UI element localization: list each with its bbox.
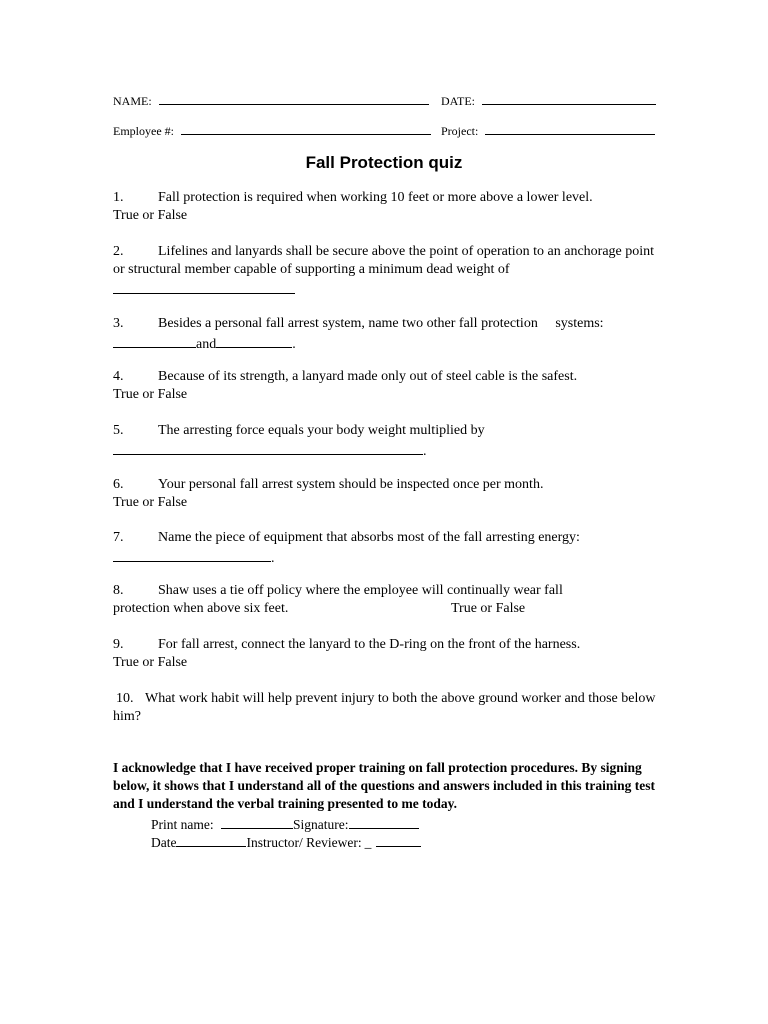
project-input-line[interactable] [485, 123, 655, 135]
question-text: For fall arrest, connect the lanyard to the D-ring on the front of the harness. [158, 637, 581, 652]
question-number: 7. [113, 530, 124, 545]
question-text: The arresting force equals your body weight multiplied by [158, 423, 485, 438]
question-text: Shaw uses a tie off policy where the employee will continually wear fall [158, 583, 563, 598]
quiz-title: Fall Protection quiz [305, 153, 463, 172]
project-label: Project: [441, 124, 479, 138]
instructor-filler: _ [364, 835, 372, 850]
question-3 [113, 315, 658, 354]
true-false-choice[interactable]: True or False [113, 655, 188, 670]
name-label: NAME: [113, 94, 152, 108]
date-field [441, 93, 656, 108]
question-6 [113, 476, 658, 512]
print-name-label: Print name: [151, 817, 214, 832]
true-false-choice[interactable]: True or False [113, 387, 188, 402]
question-number: 5. [113, 423, 124, 438]
question-number: 6. [113, 477, 124, 492]
date-input-line[interactable] [482, 93, 656, 105]
acknowledgement-statement: I acknowledge that I have received proper training on fall protection procedures. By signing below, it shows that I understand all of the questions and answers included in this training test and I understand the verbal training presented to me today. [113, 760, 655, 811]
employee-label: Employee #: [113, 124, 174, 138]
question-text: Lifelines and lanyards shall be secure above the point of operation to an anchorage point or structural member capable of supporting a minimum dead weight of [113, 244, 655, 277]
question-text: Besides a personal fall arrest system, name two other fall protection systems: [158, 316, 604, 331]
question-8 [113, 582, 658, 618]
question-text: Fall protection is required when working 10 feet or more above a lower level. [158, 190, 593, 205]
name-field [113, 93, 429, 108]
signature-input-line[interactable] [349, 815, 419, 829]
question-7 [113, 529, 658, 568]
answer-blank[interactable] [113, 440, 423, 455]
sign-date-label: Date [151, 835, 177, 850]
answer-blank-2[interactable] [216, 333, 292, 348]
instructor-reviewer-label: Instructor/ Reviewer: [246, 835, 362, 850]
question-text-continued: protection when above six feet. [113, 601, 289, 616]
question-text: Your personal fall arrest system should be inspected once per month. [158, 477, 544, 492]
question-number: 10. [116, 691, 134, 706]
true-false-choice[interactable]: True or False [451, 601, 526, 616]
period: . [271, 551, 275, 566]
true-false-choice[interactable]: True or False [113, 208, 188, 223]
date-label: DATE: [441, 94, 475, 108]
signature-label: Signature: [293, 817, 349, 832]
answer-blank-1[interactable] [113, 333, 196, 348]
employee-field [113, 123, 431, 138]
true-false-choice[interactable]: True or False [113, 495, 188, 510]
answer-blank[interactable] [113, 547, 271, 562]
question-9 [113, 636, 658, 672]
question-text: What work habit will help prevent injury to both the above ground worker and those below him? [113, 691, 656, 724]
question-number: 2. [113, 244, 124, 259]
question-number: 1. [113, 190, 124, 205]
question-text: Name the piece of equipment that absorbs most of the fall arresting energy: [158, 530, 580, 545]
question-1 [113, 189, 658, 225]
answer-blank[interactable] [113, 279, 295, 294]
instructor-reviewer-input-line[interactable] [376, 833, 421, 847]
question-number: 8. [113, 583, 124, 598]
print-name-signature-row [151, 815, 419, 834]
date-instructor-row [151, 833, 421, 852]
question-text: Because of its strength, a lanyard made only out of steel cable is the safest. [158, 369, 578, 384]
employee-input-line[interactable] [181, 123, 431, 135]
question-4 [113, 368, 658, 404]
question-number: 9. [113, 637, 124, 652]
question-number: 3. [113, 316, 124, 331]
print-name-input-line[interactable] [221, 815, 293, 829]
question-2 [113, 243, 658, 300]
question-5 [113, 422, 658, 461]
question-number: 4. [113, 369, 124, 384]
and-text: and [196, 337, 217, 352]
question-10 [113, 690, 658, 726]
sign-date-input-line[interactable] [176, 833, 246, 847]
project-field [441, 123, 655, 138]
period: . [423, 444, 427, 459]
name-input-line[interactable] [159, 93, 429, 105]
period: . [292, 337, 296, 352]
